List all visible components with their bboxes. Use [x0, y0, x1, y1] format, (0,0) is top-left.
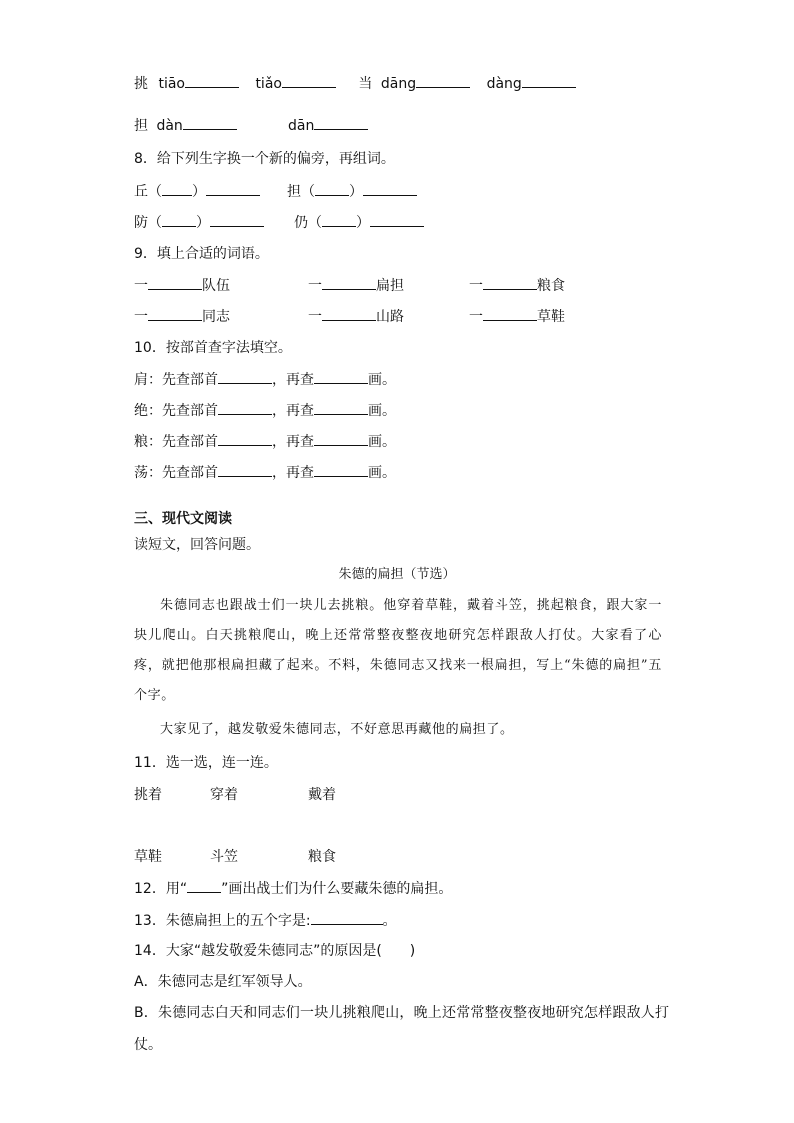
q8-title: 8．给下列生字换一个新的偏旁，再组词。	[134, 151, 395, 167]
q8-item-4: 仍（ ）	[294, 212, 424, 233]
q7-blank-4[interactable]	[522, 73, 576, 88]
q10-row-4: 荡：先查部首 ，再查 画。	[134, 462, 396, 483]
q7-pinyin-dang4: dàng	[486, 76, 522, 92]
q8-item-3: 防（ ）	[134, 212, 264, 233]
q10-row-1: 肩：先查部首 ，再查 画。	[134, 369, 396, 390]
q9-item-6: 一 草鞋	[469, 306, 565, 327]
q9-blank-2[interactable]	[322, 275, 376, 290]
q11-bottom-1[interactable]: 草鞋	[134, 849, 162, 865]
q13-answer-blank[interactable]	[311, 910, 383, 925]
q9-blank-5[interactable]	[322, 306, 376, 321]
q12-underline-sample	[187, 878, 221, 893]
q7-char-dan: 担	[134, 118, 148, 134]
q10-stroke-blank-2[interactable]	[314, 400, 368, 415]
q8-word-blank-4[interactable]	[370, 212, 424, 227]
q10-stroke-blank-4[interactable]	[314, 462, 368, 477]
q8-word-blank-2[interactable]	[363, 181, 417, 196]
q7-pinyin-tiao3: tiǎo	[255, 76, 282, 92]
q7-pinyin-dan4: dàn	[156, 118, 183, 134]
q7-row2	[134, 115, 237, 136]
q9-title: 9．填上合适的词语。	[134, 246, 269, 262]
q11-title: 11．选一选，连一连。	[134, 755, 278, 771]
q11-top-2[interactable]: 穿着	[210, 787, 238, 803]
q10-title: 10．按部首查字法填空。	[134, 340, 292, 356]
q14-option-b-line2[interactable]: 仗。	[134, 1037, 162, 1053]
q8-item-2: 担（ ）	[287, 181, 417, 202]
q10-row-2: 绝：先查部首 ，再查 画。	[134, 400, 396, 421]
section-instruction: 读短文，回答问题。	[134, 537, 260, 553]
q10-stroke-blank-1[interactable]	[314, 369, 368, 384]
q9-item-5: 一 山路	[308, 306, 404, 327]
q9-item-3: 一 粮食	[469, 275, 565, 296]
q11-top-1[interactable]: 挑着	[134, 787, 162, 803]
passage-paragraph-1: 朱德同志也跟战士们一块儿去挑粮。他穿着草鞋，戴着斗笠，挑起粮食，跟大家一块儿爬山。白天挑粮爬山，晚上还常常整夜整夜地研究怎样跟敌人打仗。大家看了心疼，就把他那根扁担藏了起来。不料，朱德同志又找来一根扁担，写上“朱德的扁担”五个字。	[134, 598, 662, 703]
q10-radical-blank-1[interactable]	[218, 369, 272, 384]
q9-item-1: 一 队伍	[134, 275, 230, 296]
q8-radical-blank-4[interactable]	[322, 212, 356, 227]
q11-bottom-2[interactable]: 斗笠	[210, 849, 238, 865]
q10-radical-blank-3[interactable]	[218, 431, 272, 446]
q7-blank-6[interactable]	[314, 115, 368, 130]
section-heading: 三、现代文阅读	[134, 511, 232, 527]
q8-radical-blank-2[interactable]	[315, 181, 349, 196]
q13: 13．朱德扁担上的五个字是: 。	[134, 910, 397, 931]
q7-pinyin-tiao1: tiāo	[158, 76, 185, 92]
q14-option-b-line1[interactable]: B．朱德同志白天和同志们一块儿挑粮爬山，晚上还常常整夜整夜地研究怎样跟敌人打	[134, 1005, 670, 1021]
q8-radical-blank-1[interactable]	[162, 181, 192, 196]
q10-radical-blank-2[interactable]	[218, 400, 272, 415]
q12: 12．用“ ”画出战士们为什么要藏朱德的扁担。	[134, 878, 452, 899]
q7-blank-5[interactable]	[183, 115, 237, 130]
q7-row1	[134, 73, 576, 94]
q11-top-3[interactable]: 戴着	[308, 787, 336, 803]
q7-blank-2[interactable]	[282, 73, 336, 88]
passage-title: 朱德的扁担（节选）	[338, 567, 456, 582]
q8-item-1: 丘（ ）	[134, 181, 260, 202]
q9-blank-4[interactable]	[148, 306, 202, 321]
q9-item-4: 一 同志	[134, 306, 230, 327]
q7-pinyin-dan1: dān	[288, 118, 315, 134]
q7-blank-3[interactable]	[416, 73, 470, 88]
q9-blank-3[interactable]	[483, 275, 537, 290]
q7-row2-second	[288, 115, 368, 136]
q8-word-blank-1[interactable]	[206, 181, 260, 196]
q10-row-3: 粮：先查部首 ，再查 画。	[134, 431, 396, 452]
passage-paragraph-2: 大家见了，越发敬爱朱德同志，不好意思再藏他的扁担了。	[160, 722, 514, 737]
q7-blank-1[interactable]	[185, 73, 239, 88]
q8-radical-blank-3[interactable]	[162, 212, 196, 227]
q10-radical-blank-4[interactable]	[218, 462, 272, 477]
q8-word-blank-3[interactable]	[210, 212, 264, 227]
q11-bottom-3[interactable]: 粮食	[308, 849, 336, 865]
q14-title: 14．大家“越发敬爱朱德同志”的原因是( )	[134, 943, 416, 959]
q10-stroke-blank-3[interactable]	[314, 431, 368, 446]
q9-blank-1[interactable]	[148, 275, 202, 290]
q9-item-2: 一 扁担	[308, 275, 404, 296]
q7-pinyin-dang1: dāng	[380, 76, 417, 92]
q7-char-dang: 当	[358, 76, 373, 92]
q9-blank-6[interactable]	[483, 306, 537, 321]
q7-char-tiao: 挑	[134, 76, 148, 92]
q14-option-a[interactable]: A．朱德同志是红军领导人。	[134, 974, 312, 990]
